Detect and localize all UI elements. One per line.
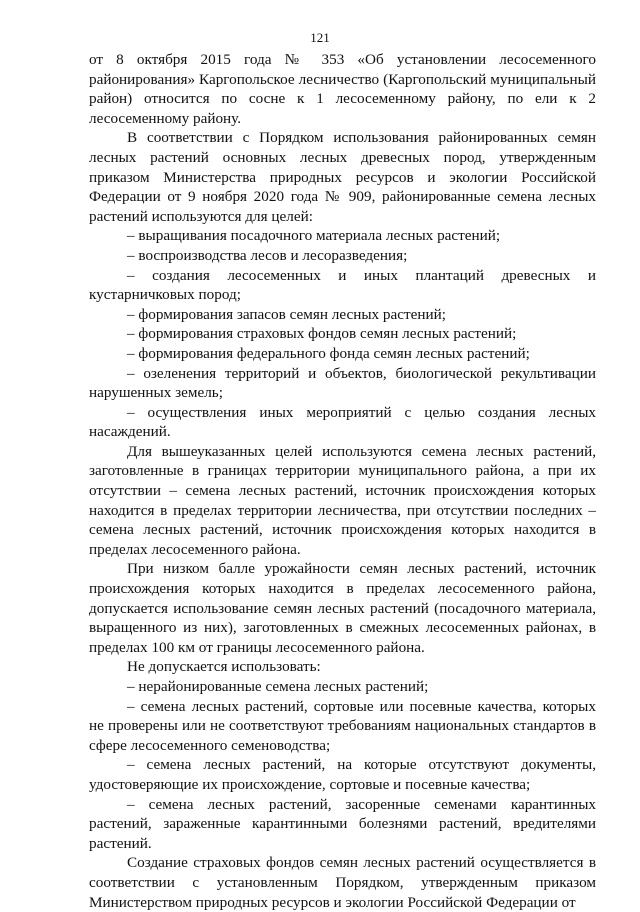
list-item-paragraph: – создания лесосеменных и иных плантаций древесных и кустарничковых пород; (89, 266, 596, 304)
paragraph: В соответствии с Порядком использования районированных семян лесных растений основных лесных древесных пород, утвержденным приказом Министерства природных ресурсов и экологии Российской Федерации от 9 ноября 2020 года № 909, районированные семена лесных растений используются для целей: (89, 129, 596, 225)
list-item-paragraph: – семена лесных растений, засоренные семенами карантинных растений, зараженные карантинными болезнями растений, вредителями растений. (89, 795, 596, 852)
paragraph: от 8 октября 2015 года № 353 «Об установлении лесосеменного районирования» Каргопольское лесничество (Каргопольский муниципальный район) относится по сосне к 1 лесосеменному району, по ели к 2 лесосеменному району. (89, 51, 596, 127)
list-item-paragraph: – озеленения территорий и объектов, биологической рекультивации нарушенных земель; (89, 364, 596, 402)
document-body (89, 50, 596, 912)
paragraph: При низком балле урожайности семян лесных растений, источник происхождения которых находится в пределах лесосеменного района, допускается использование семян лесных растений (посадочного материала, выращенного из них), заготовленных в смежных лесосеменных районах, в пределах 100 км от границы лесосеменного района. (89, 560, 596, 656)
list-item-paragraph: – формирования запасов семян лесных растений; (127, 305, 446, 323)
list-item-paragraph: – формирования страховых фондов семян лесных растений; (127, 325, 517, 343)
paragraph: Не допускается использовать: (127, 658, 321, 676)
paragraph: Для вышеуказанных целей используются семена лесных растений, заготовленные в границах территории муниципального района, а при их отсутствии – семена лесных растений, источник происхождения которых находится в пределах территории лесничества, при отсутствии последних – семена лесных растений, источник происхождения которых находится в пределах лесосеменного района. (89, 442, 596, 558)
list-item-paragraph: – выращивания посадочного материала лесных растений; (127, 227, 501, 245)
paragraph: Создание страховых фондов семян лесных растений осуществляется в соответствии с установленным Порядком, утвержденным приказом Министерством природных ресурсов и экологии Российской Федерации от (89, 854, 596, 911)
list-item-paragraph: – семена лесных растений, сортовые или посевные качества, которых не проверены или не соответствуют требованиям национальных стандартов в сфере лесосеменного семеноводства; (89, 697, 596, 754)
list-item-paragraph: – семена лесных растений, на которые отсутствуют документы, удостоверяющие их происхождение, сортовые и посевные качества; (89, 756, 596, 793)
list-item-paragraph: – нерайонированные семена лесных растений; (127, 678, 429, 695)
list-item-paragraph: – осуществления иных мероприятий с целью создания лесных насаждений. (89, 403, 596, 441)
page-number: 121 (310, 30, 330, 45)
list-item-paragraph: – формирования федерального фонда семян лесных растений; (127, 344, 530, 362)
list-item-paragraph: – воспроизводства лесов и лесоразведения; (127, 246, 408, 264)
